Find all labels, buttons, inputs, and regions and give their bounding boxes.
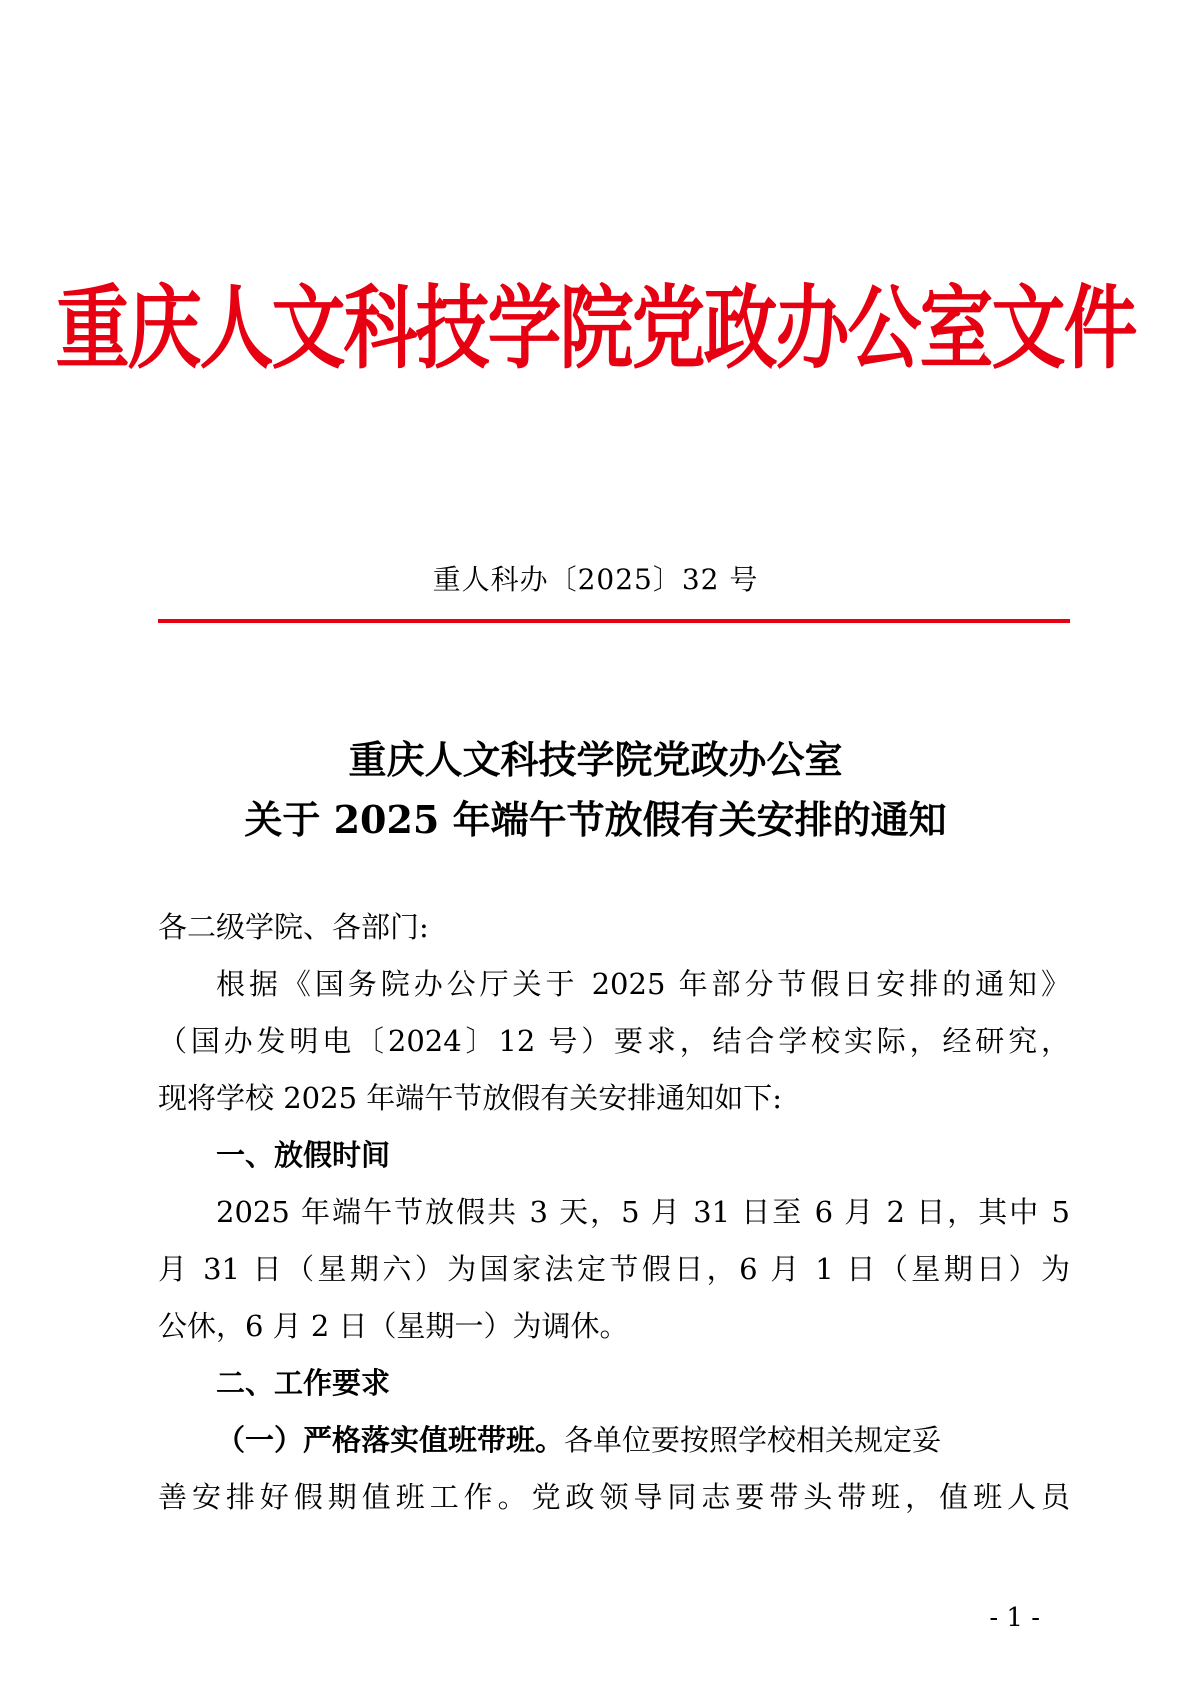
salutation: 各二级学院、各部门: — [158, 910, 429, 944]
paragraph1-line3: 现将学校 2025 年端午节放假有关安排通知如下: — [158, 1081, 783, 1115]
masthead-title: 重庆人文科技学院党政办公室文件 — [55, 276, 1136, 382]
section2-heading: 二、工作要求 — [216, 1366, 391, 1400]
section1-heading: 一、放假时间 — [216, 1138, 391, 1172]
section1-line1: 2025 年端午节放假共 3 天，5 月 31 日至 6 月 2 日，其中 5 — [216, 1195, 1070, 1229]
document-number: 重人科办〔2025〕32 号 — [432, 563, 759, 596]
paragraph1-line2: （国办发明电〔2024〕12 号）要求，结合学校实际，经研究， — [158, 1024, 1070, 1058]
section2-item1-heading: （一）严格落实值班带班。 — [216, 1423, 565, 1457]
section2-item1-line1 — [158, 1412, 1070, 1469]
notice-title-line2: 关于 2025 年端午节放假有关安排的通知 — [244, 797, 947, 842]
paragraph1-line1: 根据《国务院办公厅关于 2025 年部分节假日安排的通知》 — [216, 967, 1070, 1001]
notice-title — [0, 730, 1191, 850]
red-separator-line — [158, 619, 1070, 623]
notice-title-line1: 重庆人文科技学院党政办公室 — [348, 737, 843, 782]
section2-item1-line2: 善安排好假期值班工作。党政领导同志要带头带班，值班人员 — [158, 1480, 1070, 1514]
section1-line2: 月 31 日（星期六）为国家法定节假日，6 月 1 日（星期日）为 — [158, 1252, 1070, 1286]
section2-item1-text: 各单位要按照学校相关规定妥 — [564, 1423, 942, 1457]
section1-line3: 公休，6 月 2 日（星期一）为调休。 — [158, 1309, 629, 1343]
page-number: - 1 - — [989, 1603, 1040, 1633]
